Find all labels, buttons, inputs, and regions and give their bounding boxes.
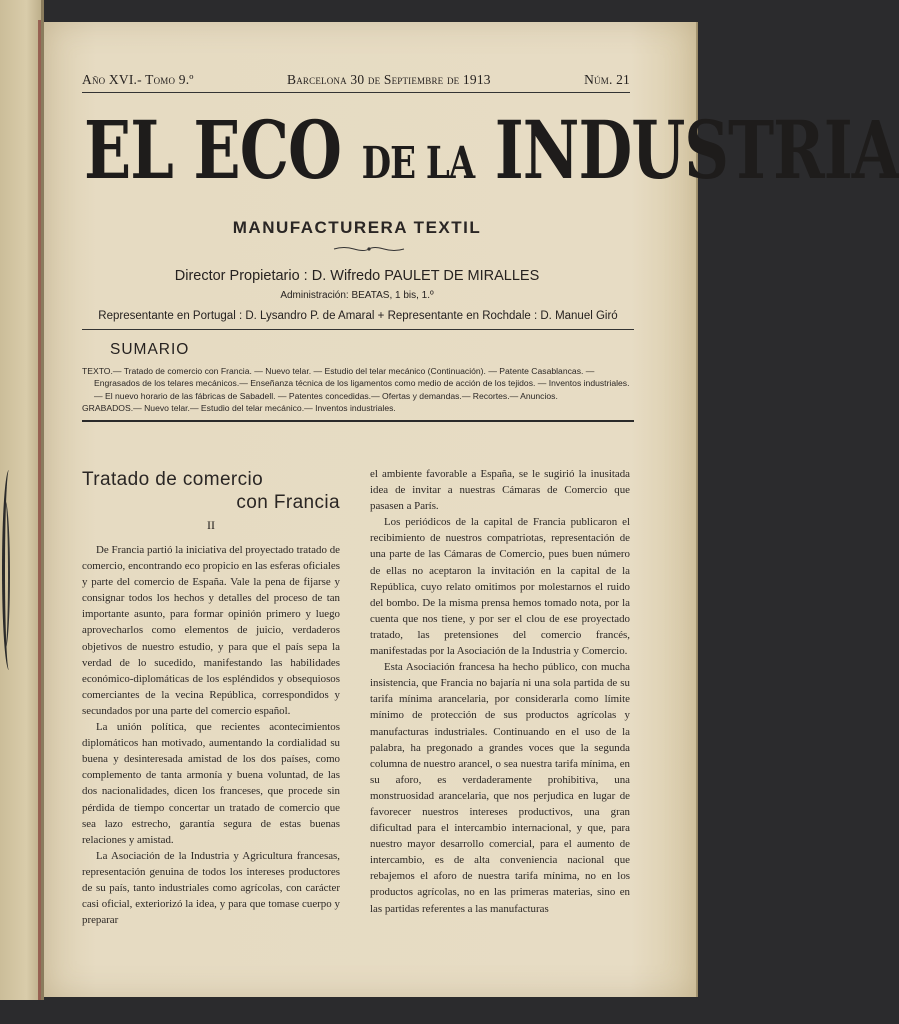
representatives-line: Representante en Portugal : D. Lysandro P. de Amaral + Representante en Rochdale : D. Manuel Giró bbox=[98, 310, 618, 322]
section-rule bbox=[82, 420, 634, 422]
facing-page-edge bbox=[0, 0, 44, 1000]
masthead-title bbox=[84, 104, 899, 198]
masthead-part-1: EL ECO bbox=[84, 104, 342, 198]
paragraph: De Francia partió la iniciativa del proyectado tratado de comercio, encontrando eco propicio en las esferas oficiales y parte del comercio de España. Vale la pena de fijarse y consignar todos los hechos y detalles del proceso de tan importante asunto, para formar opinión primero y luego aprovecharlos como elementos de juicio, verdaderos objetivos de nuestro estudio, y para que el país sepa la verdad de lo sucedido, manifestando las habilidades económico-diplomáticas de los espléndidos y obsequiosos comerciantes de la vecina República, correspondidos y secundados por una parte del comercio español. bbox=[82, 544, 340, 717]
flourish-ornament bbox=[334, 246, 404, 252]
article-title-line-2: con Francia bbox=[236, 492, 340, 513]
paragraph: el ambiente favorable a España, se le sugirió la inusitada idea de invitar a nuestras Cámaras de Comercio que pasasen a París. bbox=[370, 468, 630, 513]
article-column-2 bbox=[370, 466, 630, 917]
masthead-subtitle: MANUFACTURERA TEXTIL bbox=[232, 218, 482, 237]
article-part-number: II bbox=[207, 518, 215, 532]
dateline: Barcelona 30 de Septiembre de 1913 bbox=[287, 72, 491, 87]
sumario-heading: SUMARIO bbox=[110, 341, 190, 358]
paragraph: La unión política, que recientes acontecimientos diplomáticos han motivado, aumentando la cordialidad su buena y desinteresada amistad de los dos países, como complemento de tanta armonía y buena voluntad, de las dos nacionalidades, dicen los franceses, que procede sin pérdida de tiempo concertar un tratado de comercio que sea lazo estrecho, garantía segura de estas buenas relaciones y amistad. bbox=[82, 721, 340, 846]
administration-line: Administración: BEATAS, 1 bis, 1.º bbox=[280, 290, 434, 301]
paragraph: Esta Asociación francesa ha hecho público, con mucha insistencia, que Francia no bajaría ni una sola partida de su tarifa mínima arancelaria, por considerarla como límite mínimo de protección de sus productos agrícolas y manufacturas industriales. Continuando en el uso de la palabra, ha pregonado a grandes voces que la segunda columna de nuestro arancel, o sea nuestra tarifa mínima, en su aforo, es verdaderamente prohibitiva, una monstruosidad arancelaria, que nos perjudica en lugar de favorecer nuestros intereses productivos, una gran dificultad para el intercambio internacional, y que, para nuestro mayor desarrollo comercial, para el aumento de intercambio, es de alta conveniencia nacional que rebajemos el aforo de nuestra tarifa mínima, no en los productos agrícolas, no en las primeras materias, sino en las partidas referentes a las manufacturas bbox=[370, 661, 630, 915]
director-line: Director Propietario : D. Wifredo PAULET DE MIRALLES bbox=[174, 268, 540, 284]
article-column-1 bbox=[82, 542, 340, 928]
facing-page-ornament-detail bbox=[0, 500, 10, 650]
credits-rule bbox=[82, 329, 634, 330]
newspaper-page bbox=[44, 22, 899, 997]
volume-label: Año XVI.- Tomo 9.º bbox=[82, 72, 194, 87]
paragraph: Los periódicos de la capital de Francia publicaron el recibimiento de nuestros compatriotas, representación de una parte de las Cámaras de Comercio, pues buen número de ellas no aceptaron la invitación en la capital de la República, cuyo relato omitimos por molestarnos el ruido del bombo. De la misma prensa hemos tomado nota, por la cuenta que nos tiene, y por ser el clou de ese proyectado tratado, las pretensiones del comercio francés, manifestadas por la Asociación de la Industria y Comercio. bbox=[370, 516, 630, 658]
issue-number: Núm. 21 bbox=[584, 72, 630, 87]
article-title bbox=[82, 468, 340, 514]
masthead-part-3: INDUSTRIA bbox=[494, 104, 899, 198]
article-title-line-1: Tratado de comercio bbox=[82, 469, 264, 490]
header-rule bbox=[82, 92, 630, 93]
sumario-texto: TEXTO.— Tratado de comercio con Francia. — Nuevo telar. — Estudio del telar mecánico (Continuación). — Patente Casablancas. — Engrasados de los telares mecánicos.— Enseñanza técnica de los ligamentos como medio de acción de los tejidos. — Inventos industriales. — El nuevo horario de las fábricas de Sabadell. — Patentes concedidas.— Ofertas y demandas.— Recortes.— Anuncios. bbox=[82, 366, 630, 401]
sumario-block bbox=[82, 365, 634, 415]
issue-header bbox=[82, 72, 630, 88]
sumario-grabados: GRABADOS.— Nuevo telar.— Estudio del telar mecánico.— Inventos industriales. bbox=[82, 403, 396, 414]
masthead-part-2: DE LA bbox=[361, 138, 475, 190]
paragraph: La Asociación de la Industria y Agricultura francesas, representación genuina de todos los intereses productores de su país, tanto industriales como agrícolas, con carácter casi oficial, exteriorizó la idea, y para que tomase cuerpo y preparar bbox=[82, 849, 340, 927]
